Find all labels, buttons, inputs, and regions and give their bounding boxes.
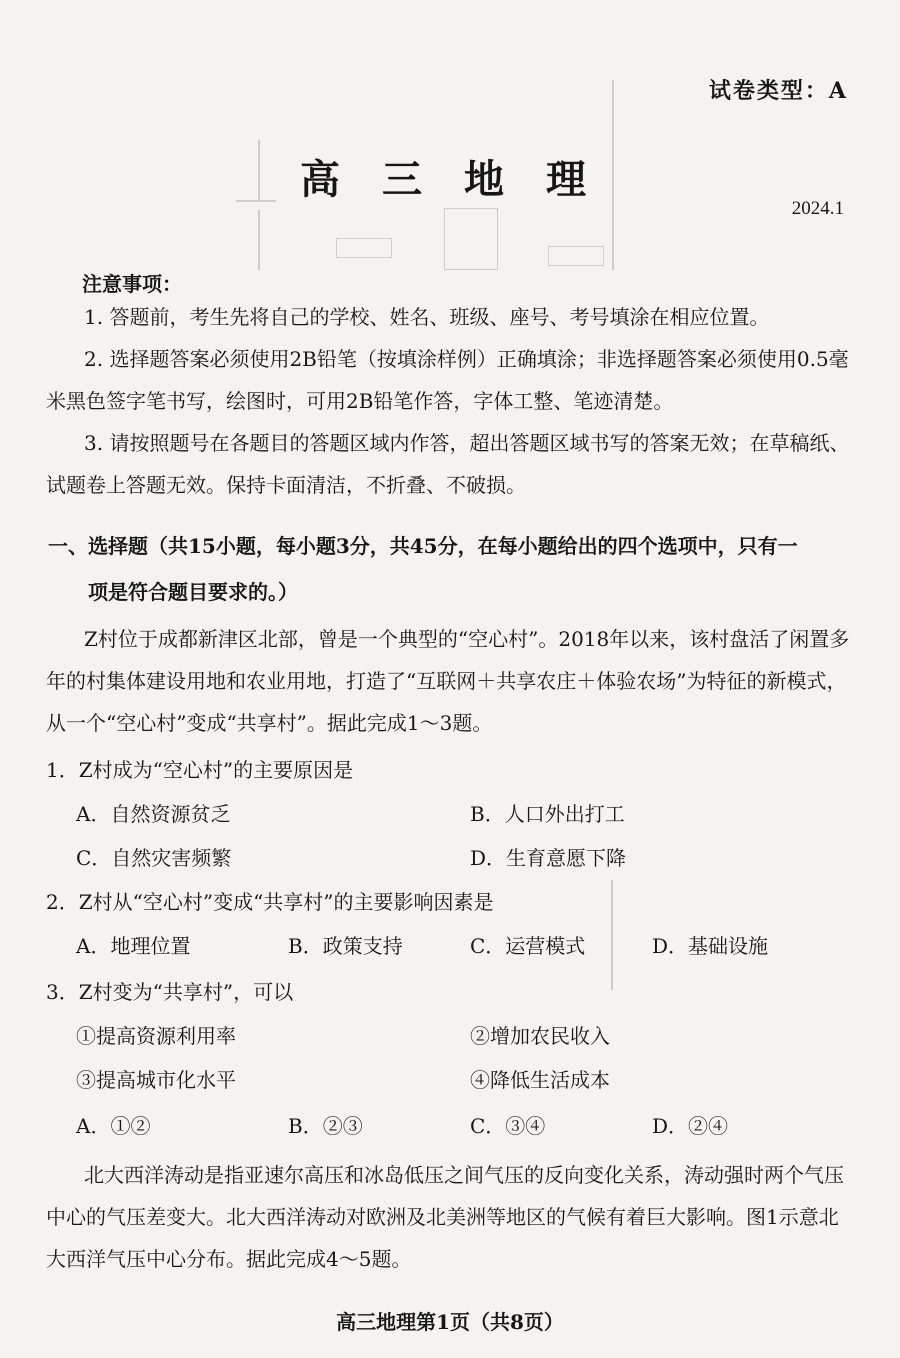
question-stem: 2．Z村从“空心村”变成“共享村”的主要影响因素是	[46, 890, 494, 914]
answer-option: D．基础设施	[652, 934, 769, 958]
answer-option: D．②④	[652, 1114, 729, 1138]
bleed-through-box	[444, 208, 498, 270]
bleed-through-mark	[611, 880, 613, 990]
statement-item: ①提高资源利用率	[76, 1024, 236, 1048]
answer-option: B．②③	[288, 1114, 363, 1138]
answer-option: C．③④	[470, 1114, 546, 1138]
bleed-through-mark	[236, 200, 276, 202]
bleed-through-box	[548, 246, 604, 266]
paper-type-label: 试卷类型：A	[708, 78, 848, 104]
page-footer: 高三地理第1页（共8页）	[336, 1310, 564, 1334]
statement-item: ②增加农民收入	[470, 1024, 610, 1048]
answer-option: B．政策支持	[288, 934, 403, 958]
section-heading-continued: 项是符合题目要求的。）	[88, 580, 298, 604]
exam-date: 2024.1	[791, 198, 844, 219]
notice-heading: 注意事项：	[82, 272, 182, 296]
notice-item: 1. 答题前，考生先将自己的学校、姓名、班级、座号、考号填涂在相应位置。	[84, 305, 770, 329]
reading-passage: Z村位于成都新津区北部，曾是一个典型的“空心村”。2018年以来，该村盘活了闲置多年的村集体建设用地和农业用地，打造了“互联网＋共享农庄＋体验农场”为特征的新模式，从一个“空心村”变成“共享村”。据此完成1～3题。	[46, 627, 850, 735]
reading-passage: 北大西洋涛动是指亚速尔高压和冰岛低压之间气压的反向变化关系，涛动强时两个气压中心的气压差变大。北大西洋涛动对欧洲及北美洲等地区的气候有着巨大影响。图1示意北大西洋气压中心分布。据此完成4～5题。	[46, 1163, 844, 1271]
notice-item: 3. 请按照题号在各题目的答题区域内作答，超出答题区域书写的答案无效；在草稿纸、试题卷上答题无效。保持卡面清洁，不折叠、不破损。	[46, 431, 850, 497]
statement-item: ③提高城市化水平	[76, 1068, 236, 1092]
answer-option: B．人口外出打工	[470, 802, 625, 826]
answer-option: A．地理位置	[76, 934, 191, 958]
bleed-through-mark	[258, 140, 260, 200]
answer-option: C．运营模式	[470, 934, 586, 958]
question-stem: 3．Z村变为“共享村”，可以	[46, 980, 294, 1004]
answer-option: D．生育意愿下降	[470, 846, 627, 870]
page-title: 高三地理	[300, 156, 628, 203]
question-stem: 1．Z村成为“空心村”的主要原因是	[46, 758, 354, 782]
statement-item: ④降低生活成本	[470, 1068, 610, 1092]
bleed-through-mark	[258, 210, 260, 270]
answer-option: C．自然灾害频繁	[76, 846, 232, 870]
answer-option: A．自然资源贫乏	[76, 802, 231, 826]
answer-option: A．①②	[76, 1114, 151, 1138]
bleed-through-box	[336, 238, 392, 258]
notice-item: 2. 选择题答案必须使用2B铅笔（按填涂样例）正确填涂；非选择题答案必须使用0.5毫米黑色签字笔书写，绘图时，可用2B铅笔作答，字体工整、笔迹清楚。	[46, 347, 849, 413]
section-heading: 一、选择题（共15小题，每小题3分，共45分，在每小题给出的四个选项中，只有一	[48, 534, 798, 558]
